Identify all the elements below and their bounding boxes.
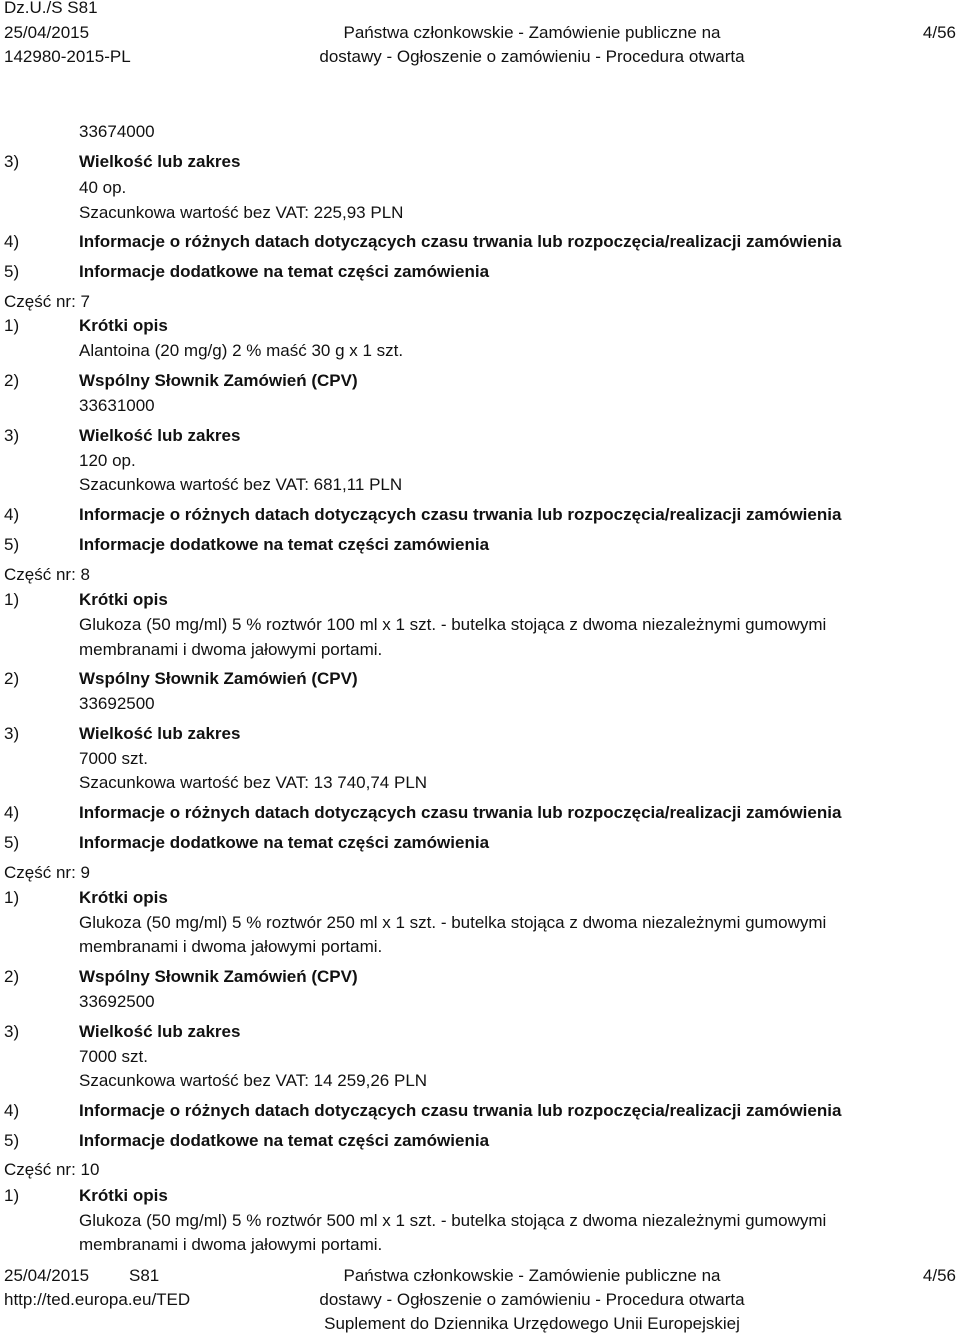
lot-desc-text-cont: membranami i dwoma jałowymi portami. bbox=[79, 1235, 383, 1254]
lot-cpv-code: 33692500 bbox=[79, 694, 155, 713]
lot-desc-number: 1) bbox=[4, 316, 20, 335]
header-date: 25/04/2015 bbox=[4, 23, 90, 42]
lot-cpv-number: 2) bbox=[4, 371, 20, 390]
top-quantity-number: 3) bbox=[4, 152, 20, 171]
top-estimated-value: Szacunkowa wartość bez VAT: 225,93 PLN bbox=[79, 203, 404, 222]
top-quantity-value: 40 op. bbox=[79, 178, 127, 197]
lot-cpv-code: 33692500 bbox=[79, 992, 155, 1011]
lot-additional-number: 5) bbox=[4, 1131, 20, 1150]
top-dates-heading: Informacje o różnych datach dotyczących czasu trwania lub rozpoczęcia/realizacji zamówienia bbox=[79, 232, 842, 251]
lot-desc-number: 1) bbox=[4, 590, 20, 609]
lot-desc-heading: Krótki opis bbox=[79, 316, 168, 335]
lot-quantity-value: 7000 szt. bbox=[79, 1047, 148, 1066]
lot-title: Część nr: 7 bbox=[4, 292, 90, 311]
lot-desc-heading: Krótki opis bbox=[79, 590, 168, 609]
top-additional-number: 5) bbox=[4, 262, 20, 281]
lot-quantity-value: 7000 szt. bbox=[79, 749, 148, 768]
lot-quantity-number: 3) bbox=[4, 426, 20, 445]
lot-title: Część nr: 8 bbox=[4, 565, 90, 584]
lot-desc-text: Alantoina (20 mg/g) 2 % maść 30 g x 1 szt. bbox=[79, 341, 404, 360]
header-title-line2: dostawy - Ogłoszenie o zamówieniu - Procedura otwarta bbox=[319, 47, 745, 66]
lot-desc-heading: Krótki opis bbox=[79, 1186, 168, 1205]
lot-cpv-number: 2) bbox=[4, 967, 20, 986]
lot-additional-number: 5) bbox=[4, 535, 20, 554]
lot-desc-number: 1) bbox=[4, 888, 20, 907]
lot-desc-text-cont: membranami i dwoma jałowymi portami. bbox=[79, 640, 383, 659]
footer-series: S81 bbox=[129, 1266, 160, 1285]
lot-cpv-heading: Wspólny Słownik Zamówień (CPV) bbox=[79, 967, 358, 986]
footer-date: 25/04/2015 bbox=[4, 1266, 90, 1285]
lot-desc-text: Glukoza (50 mg/ml) 5 % roztwór 250 ml x 1 szt. - butelka stojąca z dwoma niezależnymi gumowymi bbox=[79, 913, 827, 932]
lot-quantity-value: 120 op. bbox=[79, 451, 136, 470]
lot-desc-text: Glukoza (50 mg/ml) 5 % roztwór 500 ml x 1 szt. - butelka stojąca z dwoma niezależnymi gumowymi bbox=[79, 1211, 827, 1230]
lot-dates-heading: Informacje o różnych datach dotyczących czasu trwania lub rozpoczęcia/realizacji zamówienia bbox=[79, 803, 842, 822]
lot-dates-number: 4) bbox=[4, 1101, 20, 1120]
header-notice-id: 142980-2015-PL bbox=[4, 47, 131, 66]
footer-page-number: 4/56 bbox=[922, 1266, 956, 1285]
footer-title-line3: Suplement do Dziennika Urzędowego Unii Europejskiej bbox=[324, 1314, 740, 1333]
lot-cpv-number: 2) bbox=[4, 669, 20, 688]
lot-dates-number: 4) bbox=[4, 505, 20, 524]
lot-title: Część nr: 9 bbox=[4, 863, 90, 882]
top-quantity-heading: Wielkość lub zakres bbox=[79, 152, 241, 171]
lot-cpv-heading: Wspólny Słownik Zamówień (CPV) bbox=[79, 371, 358, 390]
footer-title-line1: Państwa członkowskie - Zamówienie publiczne na bbox=[343, 1266, 721, 1285]
header-journal-ref: Dz.U./S S81 bbox=[4, 0, 98, 17]
lot-estimated-value: Szacunkowa wartość bez VAT: 14 259,26 PLN bbox=[79, 1071, 428, 1090]
lot-title: Część nr: 10 bbox=[4, 1160, 100, 1179]
lot-quantity-heading: Wielkość lub zakres bbox=[79, 426, 241, 445]
lot-quantity-number: 3) bbox=[4, 724, 20, 743]
lot-desc-number: 1) bbox=[4, 1186, 20, 1205]
lot-dates-heading: Informacje o różnych datach dotyczących czasu trwania lub rozpoczęcia/realizacji zamówienia bbox=[79, 1101, 842, 1120]
lot-desc-text: Glukoza (50 mg/ml) 5 % roztwór 100 ml x 1 szt. - butelka stojąca z dwoma niezależnymi gumowymi bbox=[79, 615, 827, 634]
footer-title-line2: dostawy - Ogłoszenie o zamówieniu - Procedura otwarta bbox=[319, 1290, 745, 1309]
lot-quantity-heading: Wielkość lub zakres bbox=[79, 1022, 241, 1041]
lot-additional-heading: Informacje dodatkowe na temat części zamówienia bbox=[79, 833, 490, 852]
lot-desc-heading: Krótki opis bbox=[79, 888, 168, 907]
lot-additional-number: 5) bbox=[4, 833, 20, 852]
lot-cpv-heading: Wspólny Słownik Zamówień (CPV) bbox=[79, 669, 358, 688]
top-dates-number: 4) bbox=[4, 232, 20, 251]
header-title-line1: Państwa członkowskie - Zamówienie publiczne na bbox=[343, 23, 721, 42]
lot-additional-heading: Informacje dodatkowe na temat części zamówienia bbox=[79, 1131, 490, 1150]
lot-cpv-code: 33631000 bbox=[79, 396, 155, 415]
top-cpv-code: 33674000 bbox=[79, 122, 155, 141]
lot-dates-number: 4) bbox=[4, 803, 20, 822]
lot-additional-heading: Informacje dodatkowe na temat części zamówienia bbox=[79, 535, 490, 554]
header-page-number: 4/56 bbox=[922, 23, 956, 42]
lot-quantity-number: 3) bbox=[4, 1022, 20, 1041]
lot-desc-text-cont: membranami i dwoma jałowymi portami. bbox=[79, 937, 383, 956]
footer-url[interactable]: http://ted.europa.eu/TED bbox=[4, 1290, 191, 1309]
lot-quantity-heading: Wielkość lub zakres bbox=[79, 724, 241, 743]
top-additional-heading: Informacje dodatkowe na temat części zamówienia bbox=[79, 262, 490, 281]
lot-estimated-value: Szacunkowa wartość bez VAT: 681,11 PLN bbox=[79, 475, 403, 494]
lot-dates-heading: Informacje o różnych datach dotyczących czasu trwania lub rozpoczęcia/realizacji zamówienia bbox=[79, 505, 842, 524]
lot-estimated-value: Szacunkowa wartość bez VAT: 13 740,74 PLN bbox=[79, 773, 428, 792]
